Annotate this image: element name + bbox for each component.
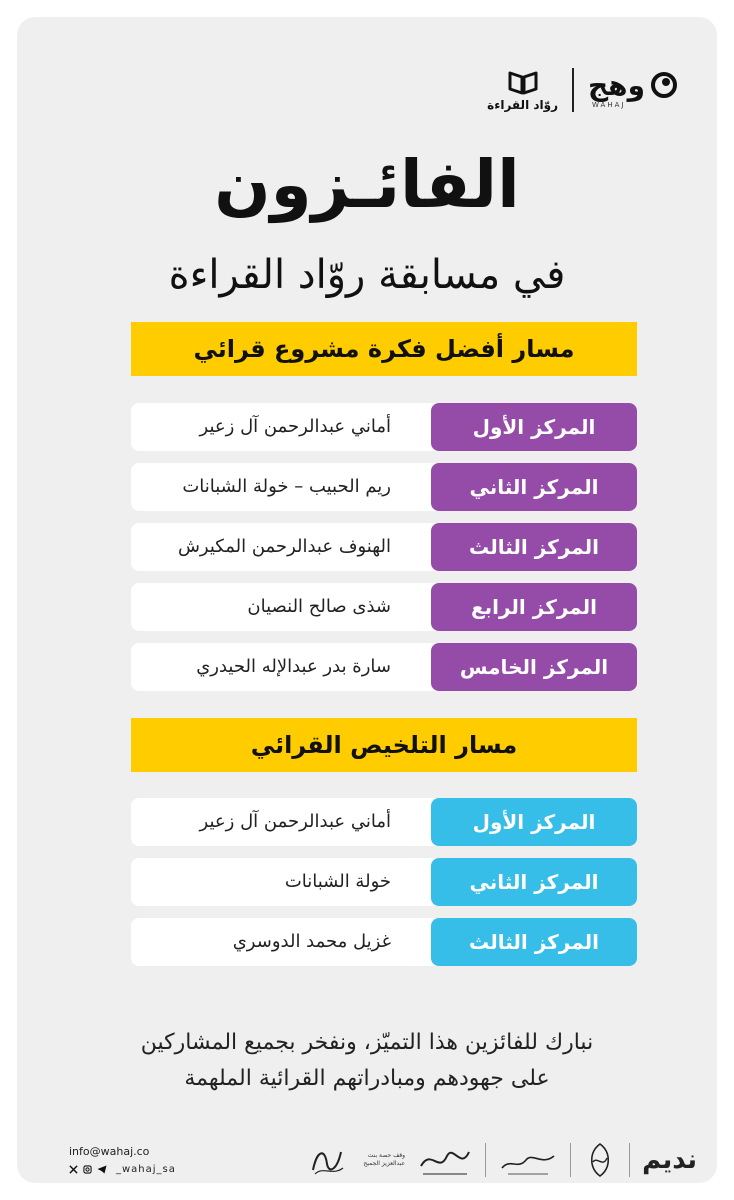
logo-divider [572, 68, 574, 112]
congrats-message [17, 1025, 717, 1097]
track2-row [131, 798, 637, 846]
track1-row [131, 463, 637, 511]
track2-row [131, 918, 637, 966]
page-title: الفائـزون [214, 146, 520, 223]
rank-badge: المركز الأول [431, 798, 637, 846]
instagram-icon[interactable] [83, 1165, 92, 1174]
winner-name: أماني عبدالرحمن آل زعير [199, 416, 391, 437]
track1-row [131, 643, 637, 691]
track2-header: مسار التلخيص القرائي [131, 718, 637, 772]
wahaj-logo [588, 71, 679, 109]
rank-badge: المركز الثالث [431, 523, 637, 571]
social-handle[interactable]: _wahaj_sa [116, 1164, 176, 1175]
track1-row [131, 403, 637, 451]
rank-badge: المركز الرابع [431, 583, 637, 631]
crest-calligraphy-logo [583, 1140, 617, 1180]
waqf-logo-text: وقف حصة بنت عبدالعزيز الجميح [363, 1152, 406, 1167]
rowad-logo-text: روّاد القراءة [487, 97, 558, 112]
sponsor-divider [629, 1143, 630, 1177]
sponsor-divider [485, 1143, 486, 1177]
wahaj-mark-icon [649, 71, 679, 101]
sponsor-logos [307, 1137, 697, 1183]
calligraphy-emblem-logo [417, 1140, 473, 1180]
congrats-line-2: على جهودهم ومبادراتهم القرائية الملهمة [184, 1066, 550, 1091]
track1-header: مسار أفضل فكرة مشروع قرائي [131, 322, 637, 376]
congrats-line-1: نبارك للفائزين هذا التميّز، ونفخر بجميع المشاركين [140, 1030, 594, 1055]
waqf-calligraphy-logo [307, 1140, 347, 1180]
rank-badge: المركز الثالث [431, 918, 637, 966]
foundation-emblem-logo [498, 1140, 558, 1180]
header-logos [487, 65, 679, 115]
sponsor-divider [570, 1143, 571, 1177]
telegram-icon[interactable] [97, 1165, 107, 1174]
page-subtitle: في مسابقة روّاد القراءة [168, 252, 566, 298]
winner-name: غزيل محمد الدوسري [232, 931, 391, 952]
wahaj-logo-text: وهج [588, 69, 645, 102]
track2-row [131, 858, 637, 906]
x-icon[interactable] [69, 1165, 78, 1174]
contact-email[interactable]: info@wahaj.co [69, 1145, 150, 1158]
poster-card [17, 17, 717, 1183]
rowad-logo [487, 69, 558, 112]
rank-badge: المركز الخامس [431, 643, 637, 691]
open-book-icon [508, 69, 538, 95]
nadeem-logo: نديم [642, 1145, 697, 1175]
track1-row [131, 523, 637, 571]
winner-name: شذى صالح النصيان [247, 596, 391, 617]
winner-name: الهنوف عبدالرحمن المكيرش [177, 536, 391, 557]
winner-name: سارة بدر عبدالإله الحيدري [196, 656, 391, 677]
winner-name: أماني عبدالرحمن آل زعير [199, 811, 391, 832]
contact-info [69, 1145, 176, 1175]
winner-name: ريم الحبيب – خولة الشبانات [182, 476, 391, 497]
wahaj-logo-latin: WAHAJ [592, 101, 626, 109]
rank-badge: المركز الثاني [431, 463, 637, 511]
rank-badge: المركز الثاني [431, 858, 637, 906]
track1-row [131, 583, 637, 631]
winner-name: خولة الشبانات [284, 871, 391, 892]
rank-badge: المركز الأول [431, 403, 637, 451]
